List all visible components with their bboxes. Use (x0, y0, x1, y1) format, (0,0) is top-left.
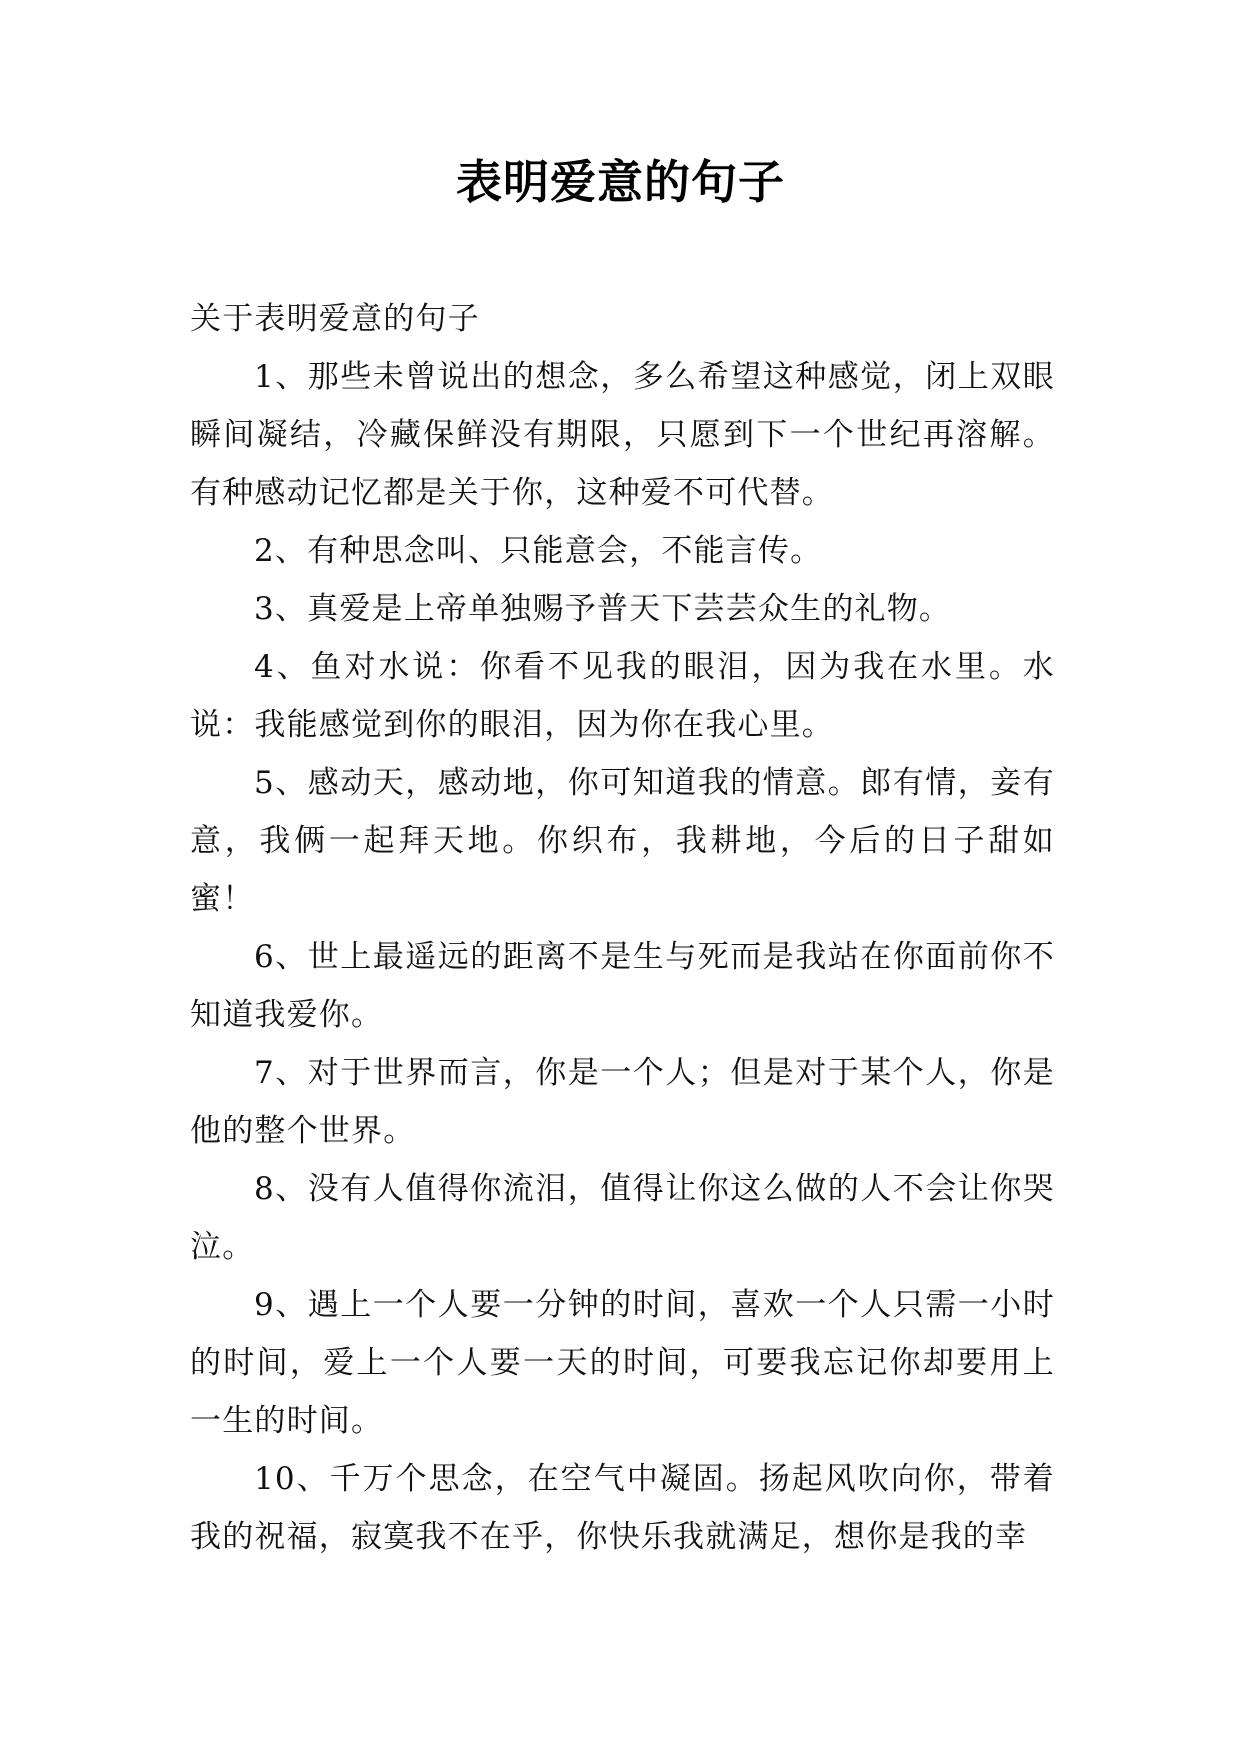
document-subtitle: 关于表明爱意的句子 (190, 301, 480, 337)
paragraph-7: 7、对于世界而言，你是一个人；但是对于某个人，你是他的整个世界。 (190, 1055, 1055, 1149)
paragraph-4: 4、鱼对水说：你看不见我的眼泪，因为我在水里。水说：我能感觉到你的眼泪，因为你在我心里。 (190, 649, 1055, 743)
paragraph-6: 6、世上最遥远的距离不是生与死而是我站在你面前你不知道我爱你。 (190, 939, 1055, 1033)
paragraph-10: 10、千万个思念，在空气中凝固。扬起风吹向你，带着我的祝福，寂寞我不在乎，你快乐我就满足，想你是我的幸 (190, 1461, 1055, 1555)
paragraph-1: 1、那些未曾说出的想念，多么希望这种感觉，闭上双眼瞬间凝结，冷藏保鲜没有期限，只愿到下一个世纪再溶解。有种感动记忆都是关于你，这种爱不可代替。 (190, 359, 1055, 511)
paragraph-2: 2、有种思念叫、只能意会，不能言传。 (254, 533, 823, 569)
paragraph-3: 3、真爱是上帝单独赐予普天下芸芸众生的礼物。 (254, 591, 952, 627)
paragraph-9: 9、遇上一个人要一分钟的时间，喜欢一个人只需一小时的时间，爱上一个人要一天的时间，可要我忘记你却要用上一生的时间。 (190, 1287, 1055, 1439)
paragraph-5: 5、感动天，感动地，你可知道我的情意。郎有情，妾有意，我俩一起拜天地。你织布，我耕地，今后的日子甜如蜜！ (190, 765, 1055, 917)
document-title: 表明爱意的句子 (456, 155, 785, 209)
paragraph-8: 8、没有人值得你流泪，值得让你这么做的人不会让你哭泣。 (190, 1171, 1055, 1265)
document-body (190, 290, 1055, 1566)
